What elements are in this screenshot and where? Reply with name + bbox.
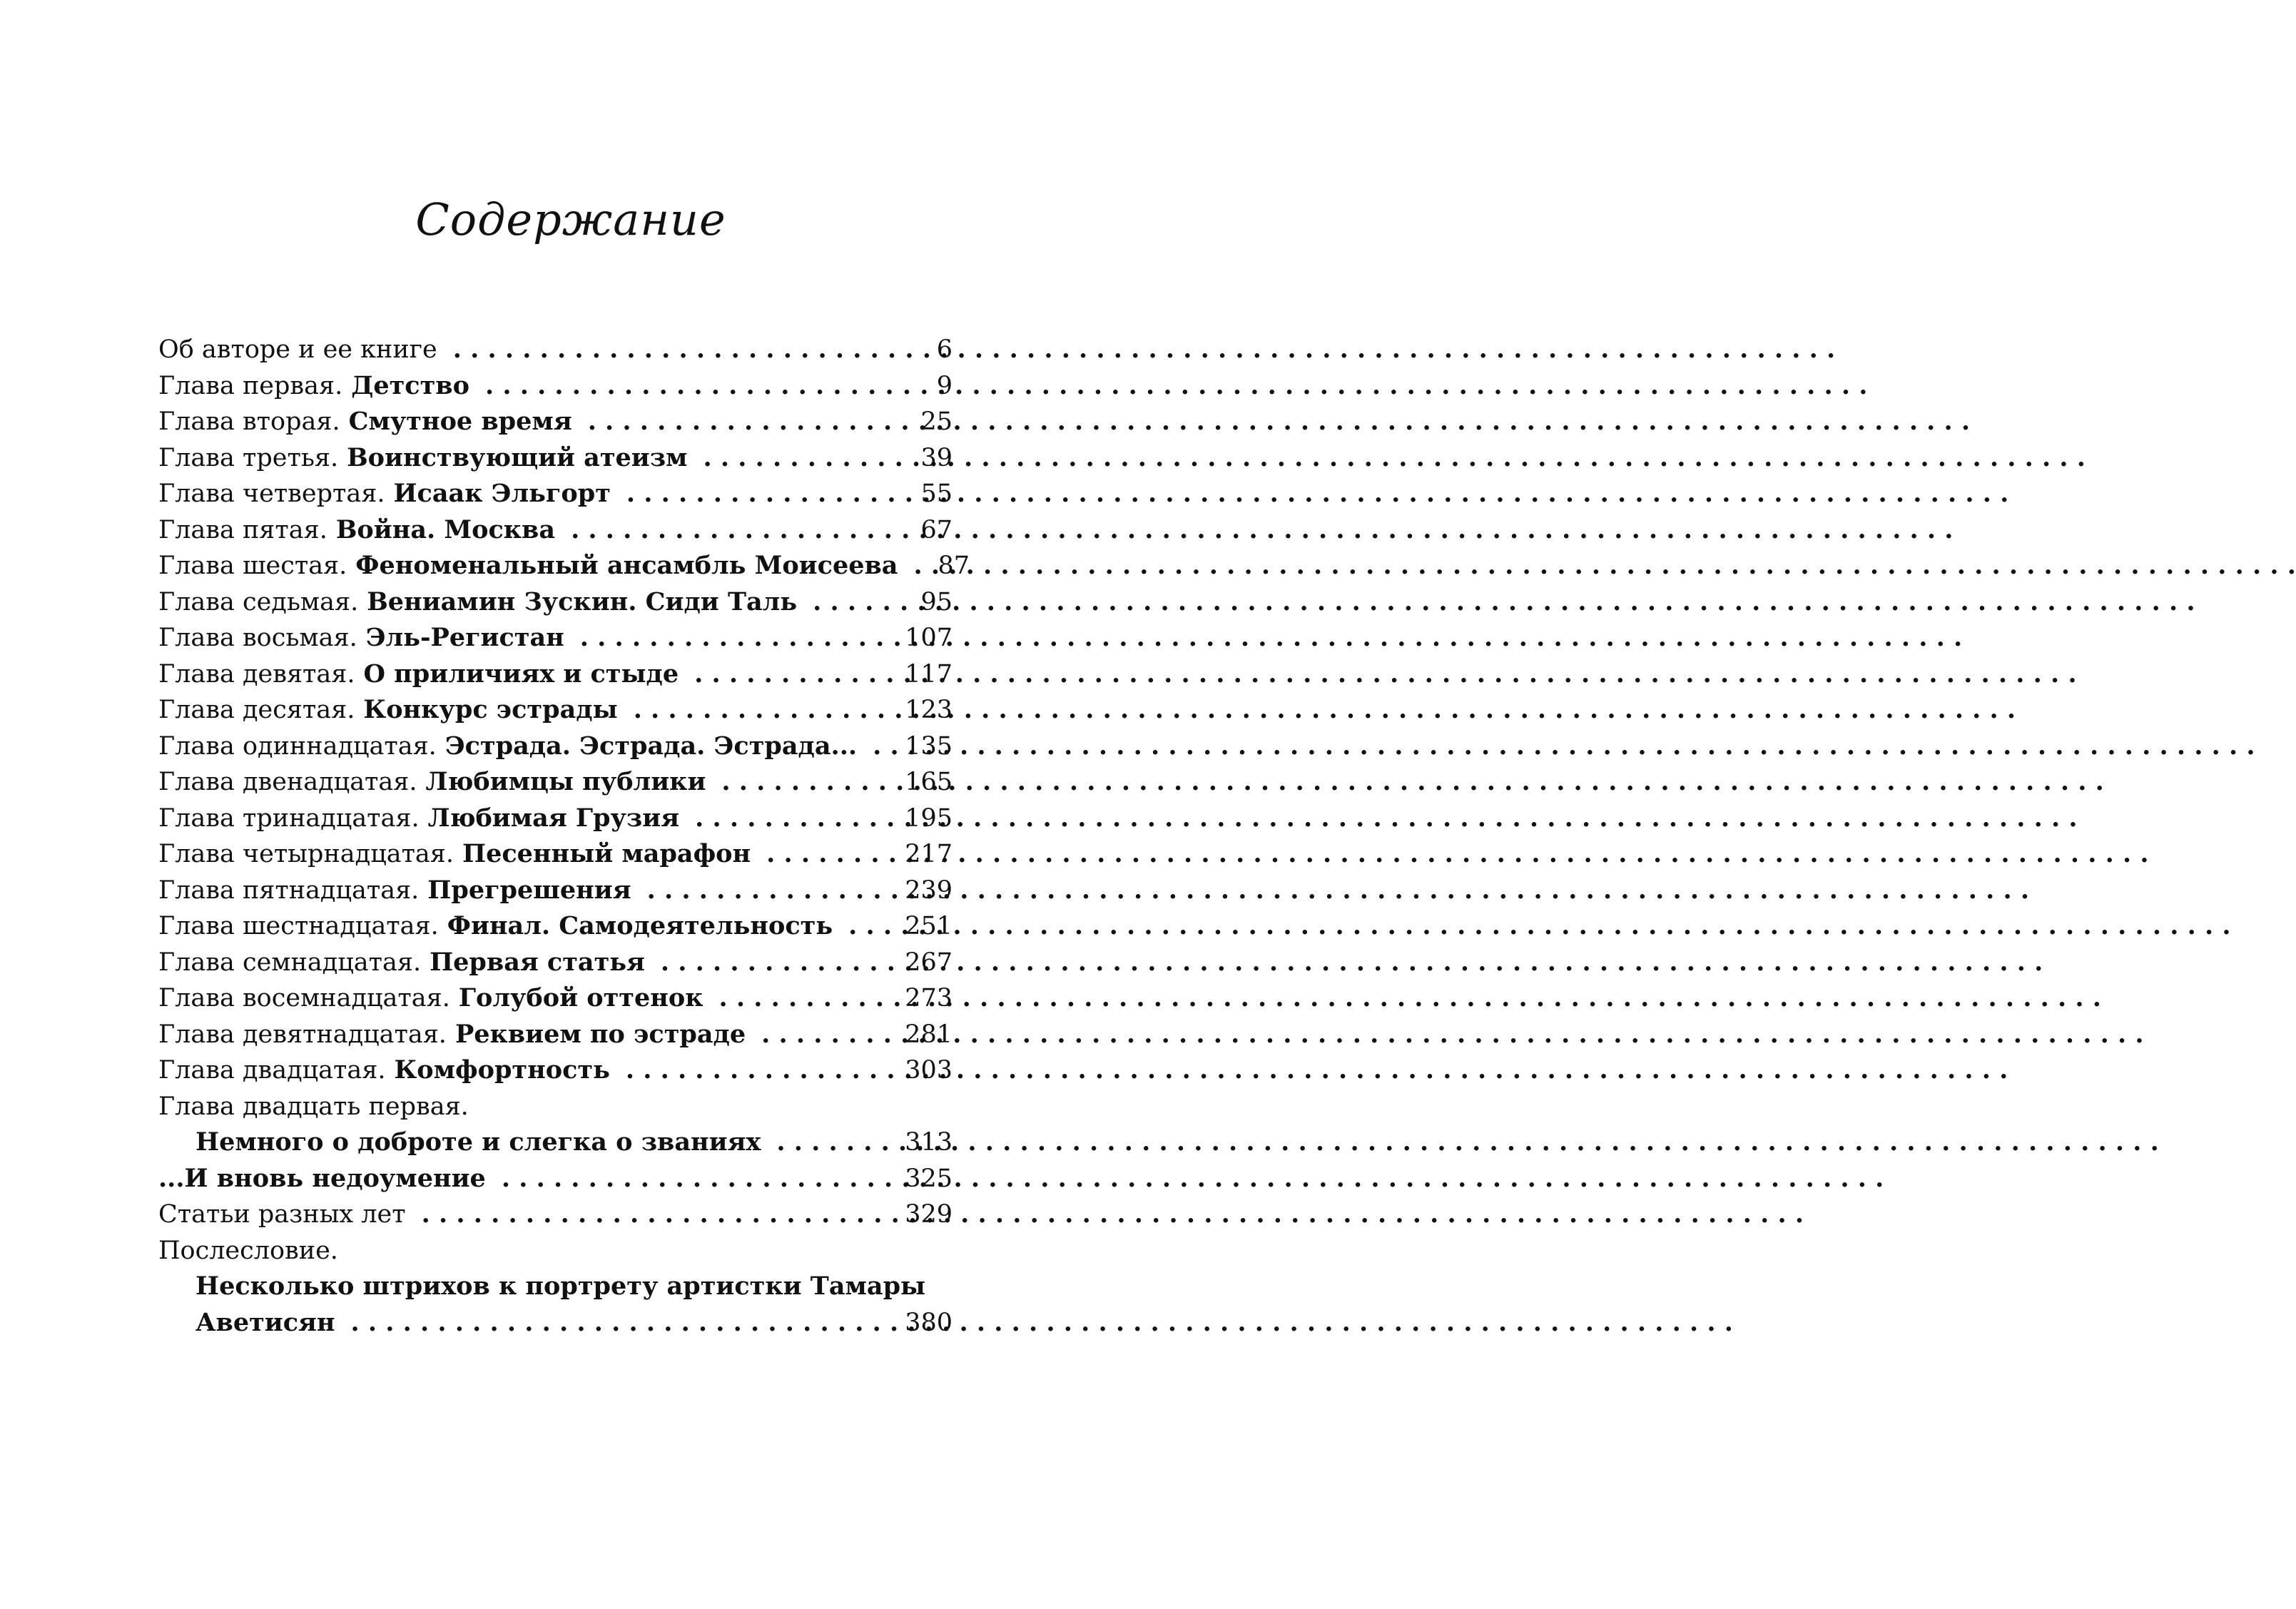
dot-leader: [351, 1305, 898, 1341]
toc-entry: [158, 476, 953, 512]
dot-leader: [914, 548, 931, 584]
toc-entry-prefix: Глава четырнадцатая.: [158, 840, 454, 868]
toc-entry-prefix: Глава восьмая.: [158, 624, 357, 652]
toc-entry-page: 95: [920, 587, 953, 616]
toc-entry: [158, 404, 953, 440]
toc-entry: [158, 584, 953, 621]
dot-leader: [761, 1017, 898, 1053]
toc-entry: [158, 1161, 953, 1197]
toc-entry-title: О приличиях и стыде: [363, 659, 679, 689]
toc-entry-prefix: Глава восемнадцатая.: [158, 984, 450, 1012]
table-of-contents: [158, 332, 970, 1341]
toc-entry: [158, 368, 953, 405]
toc-entry-page: 251: [905, 912, 953, 940]
toc-entry-continuation: [158, 1125, 953, 1161]
toc-entry-prefix: Глава шестая.: [158, 552, 347, 580]
toc-entry: [158, 873, 953, 909]
toc-entry-page: 267: [905, 948, 953, 977]
toc-entry-title: Первая статья: [430, 947, 645, 977]
toc-entry-title: Воинствующий атеизм: [347, 442, 688, 472]
toc-entry-page: 107: [905, 624, 953, 652]
toc-entry-page: 217: [905, 840, 953, 868]
dot-leader: [580, 620, 898, 656]
toc-entry-page: 329: [905, 1200, 953, 1229]
dot-leader: [694, 656, 898, 693]
toc-entry-prefix: Глава одиннадцатая.: [158, 731, 437, 761]
toc-entry: [158, 801, 953, 837]
dot-leader: [719, 980, 898, 1017]
toc-entry-title: ...И вновь недоумение: [158, 1163, 486, 1193]
dot-leader: [721, 764, 898, 801]
toc-entry-page: 325: [905, 1164, 953, 1193]
toc-entry-prefix: Глава вторая.: [158, 407, 340, 436]
toc-entry: [158, 836, 953, 873]
toc-entry-title: Несколько штрихов к портрету артистки Тамары: [195, 1272, 926, 1301]
toc-entry-title: Эстрада. Эстрада. Эстрада...: [445, 731, 858, 761]
toc-entry-prefix: Глава седьмая.: [158, 587, 359, 616]
toc-entry-page: 25: [920, 407, 953, 436]
toc-entry-prefix: Глава четвертая.: [158, 479, 385, 508]
toc-entry-title: Голубой оттенок: [458, 983, 703, 1012]
toc-entry-prefix: Глава пятая.: [158, 515, 327, 544]
toc-entry-title: Финал. Самодеятельность: [447, 911, 833, 940]
toc-entry-title: Вениамин Зускин. Сиди Таль: [367, 587, 798, 616]
toc-entry-page: 117: [905, 659, 953, 689]
dot-leader: [766, 836, 898, 873]
dot-leader: [571, 512, 913, 549]
toc-entry-title: Эль-Регистан: [365, 623, 564, 652]
toc-entry-title: Комфортность: [394, 1055, 610, 1085]
dot-leader: [813, 584, 913, 621]
toc-entry-page: 123: [905, 696, 953, 724]
toc-entry-continuation: [158, 1269, 953, 1305]
toc-entry-page: 165: [905, 768, 953, 796]
toc-entry-page: 281: [905, 1020, 953, 1049]
toc-entry-prefix: Глава тринадцатая.: [158, 803, 420, 833]
toc-entry-page: 39: [920, 443, 953, 472]
dot-leader: [634, 692, 898, 729]
toc-entry-continuation: [158, 1305, 953, 1341]
toc-entry: [158, 692, 953, 729]
toc-entry: [158, 729, 953, 765]
dot-leader: [626, 1052, 898, 1089]
toc-entry-page: 6: [936, 335, 953, 364]
toc-entry-prefix: Глава двадцать первая.: [158, 1092, 469, 1121]
toc-entry-page: 303: [905, 1056, 953, 1085]
toc-entry-title: Детство: [351, 370, 469, 400]
toc-entry: [158, 1017, 953, 1053]
toc-entry-title: Прегрешения: [427, 875, 631, 905]
toc-entry-page: 380: [905, 1308, 953, 1337]
toc-entry-prefix: Статьи разных лет: [158, 1200, 406, 1229]
toc-entry: [158, 1052, 953, 1089]
toc-entry-title: Конкурс эстрады: [363, 695, 618, 724]
toc-entry-title: Феноменальный ансамбль Моисеева: [355, 551, 898, 580]
dot-leader: [626, 476, 914, 512]
toc-entry: [158, 512, 953, 549]
toc-entry: [158, 1197, 953, 1233]
toc-entry-page: 195: [905, 803, 953, 833]
toc-entry-title: Смутное время: [348, 407, 572, 436]
toc-entry-title: Немного о доброте и слегка о званиях: [195, 1127, 761, 1157]
toc-entry-page: 239: [905, 875, 953, 905]
toc-entry-page: 67: [920, 515, 953, 544]
toc-entry-page: 9: [936, 371, 953, 400]
toc-entry-prefix: Послесловие.: [158, 1236, 338, 1265]
dot-leader: [502, 1161, 898, 1197]
toc-entry-prefix: Глава пятнадцатая.: [158, 875, 420, 905]
toc-entry-page: 55: [920, 479, 953, 508]
toc-entry: [158, 548, 970, 584]
dot-leader: [848, 908, 898, 945]
toc-entry-prefix: Глава шестнадцатая.: [158, 912, 439, 940]
toc-entry-title: Реквием по эстраде: [454, 1019, 746, 1049]
toc-entry: [158, 945, 953, 981]
toc-entry-prefix: Глава третья.: [158, 443, 339, 472]
toc-entry-prefix: Глава двадцатая.: [158, 1056, 386, 1085]
toc-entry-prefix: Глава двенадцатая.: [158, 768, 417, 796]
toc-entry: [158, 764, 953, 801]
toc-entry: [158, 1089, 953, 1125]
dot-leader: [776, 1125, 898, 1161]
dot-leader: [485, 368, 930, 405]
dot-leader: [873, 729, 898, 765]
toc-entry-title: Песенный марафон: [462, 839, 751, 868]
toc-entry: [158, 620, 953, 656]
dot-leader: [422, 1197, 898, 1233]
dot-leader: [647, 873, 898, 909]
toc-entry: [158, 1233, 953, 1269]
toc-entry-page: 87: [938, 552, 970, 580]
toc-entry-title: Аветисян: [195, 1307, 335, 1337]
toc-entry-title: Любимая Грузия: [427, 803, 680, 833]
toc-entry: [158, 908, 953, 945]
toc-entry-prefix: Глава девятнадцатая.: [158, 1020, 447, 1049]
toc-entry-title: Исаак Эльгорт: [393, 479, 611, 508]
toc-entry: [158, 440, 953, 477]
dot-leader: [588, 404, 914, 440]
toc-entry: [158, 332, 953, 368]
toc-entry-prefix: Глава семнадцатая.: [158, 948, 422, 977]
toc-entry-page: 313: [905, 1128, 953, 1157]
toc-entry-title: Война. Москва: [335, 514, 556, 544]
toc-entry-prefix: Глава первая.: [158, 371, 343, 400]
toc-entry-prefix: Глава девятая.: [158, 659, 355, 689]
toc-entry: [158, 980, 953, 1017]
page-title: Содержание: [415, 193, 726, 245]
toc-entry: [158, 656, 953, 693]
toc-entry-prefix: Глава десятая.: [158, 696, 355, 724]
toc-entry-page: 273: [905, 984, 953, 1012]
toc-entry-prefix: Об авторе и ее книге: [158, 335, 437, 364]
toc-entry-title: Любимцы публики: [425, 767, 706, 796]
dot-leader: [703, 440, 914, 477]
dot-leader: [695, 801, 898, 837]
toc-entry-page: 135: [905, 731, 953, 761]
dot-leader: [661, 945, 898, 981]
dot-leader: [453, 332, 930, 368]
